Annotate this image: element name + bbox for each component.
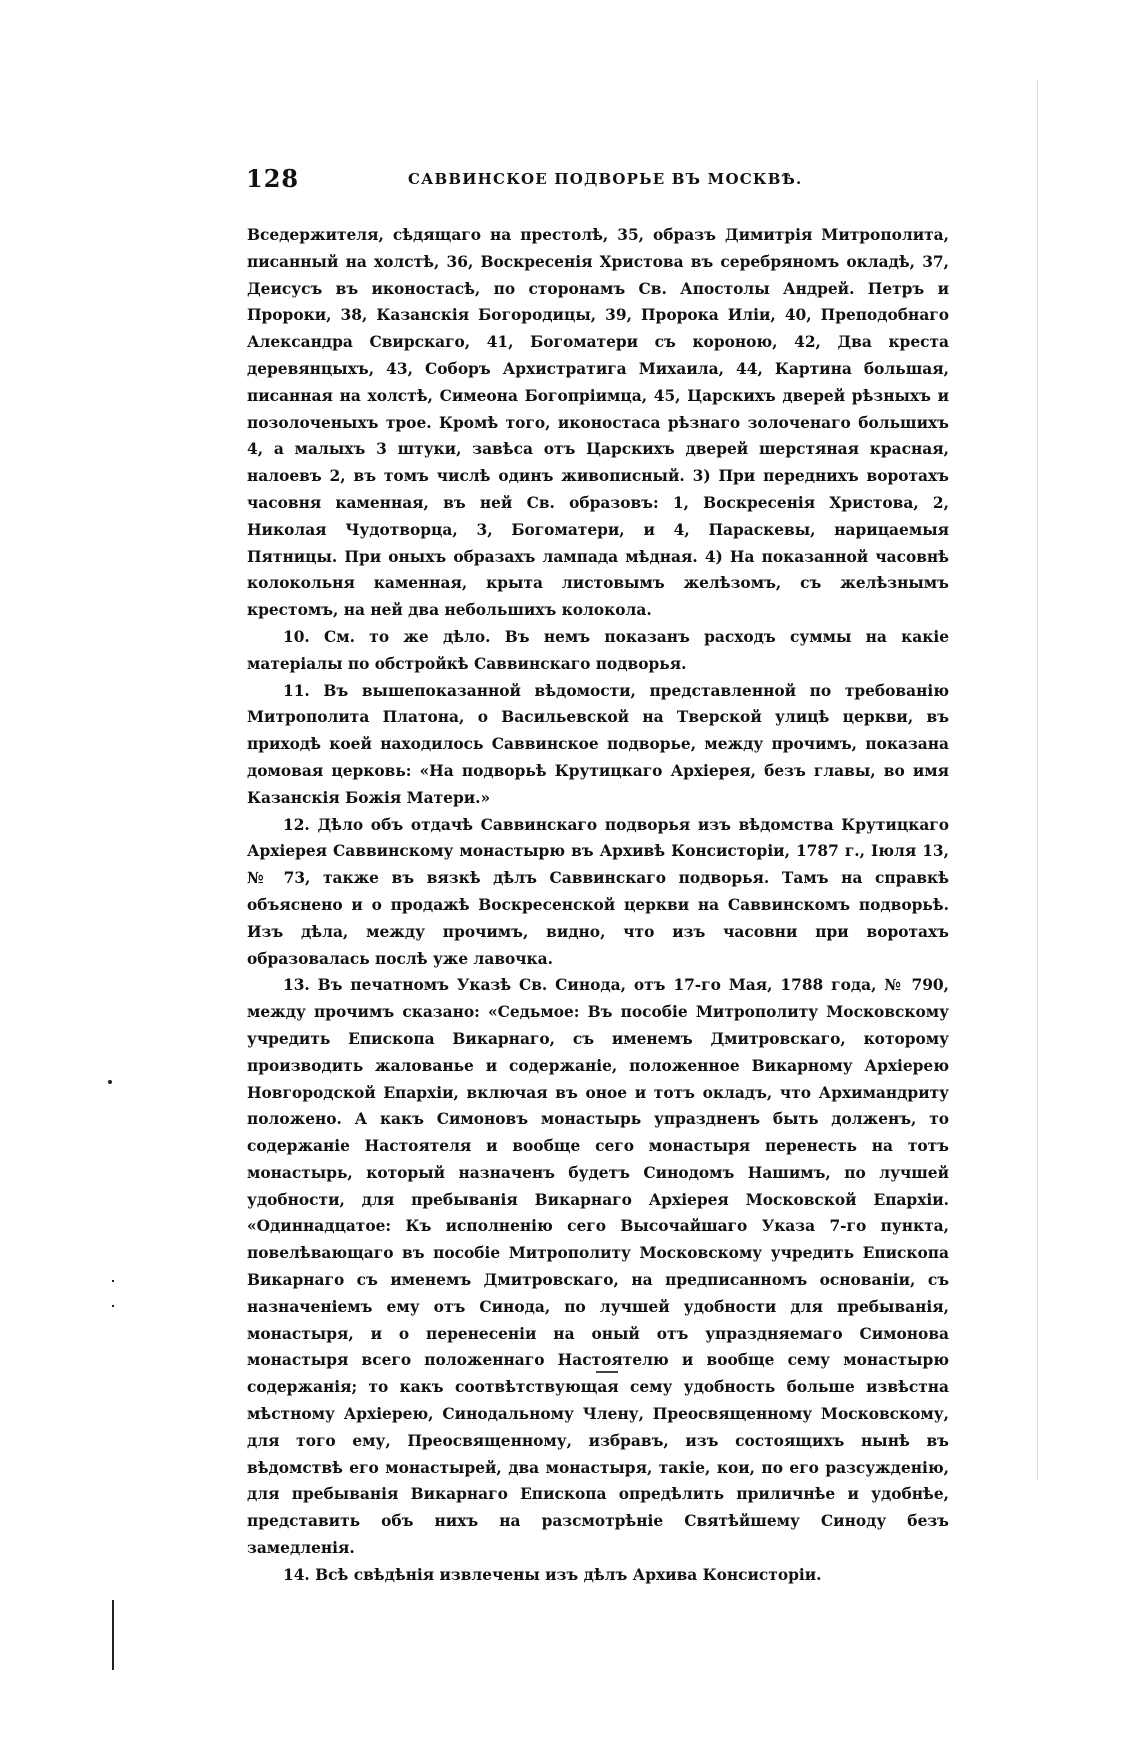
page-edge-line (1037, 80, 1038, 1480)
margin-marks (106, 1080, 116, 1680)
page-number: 128 (246, 164, 300, 193)
note-14: 14. Всѣ свѣдѣнія извлечены изъ дѣлъ Архива Консисторіи. (283, 1565, 822, 1584)
page-header (246, 164, 946, 194)
body-text (247, 222, 949, 1589)
note-11: 11. Въ вышепоказанной вѣдомости, представленной по требованію Митрополита Платона, о Васильевской на Тверской улицѣ церкви, въ приходѣ коей находилось Саввинское подворье, между прочимъ, показана домовая церковь: «На подворьѣ Крутицкаго Архіерея, безъ главы, во имя Казанскія Божія Матери.» (247, 681, 949, 807)
note-12: 12. Дѣло объ отдачѣ Саввинскаго подворья изъ вѣдомства Крутицкаго Архіерея Саввинскому монастырю въ Архивѣ Консисторіи, 1787 г., Іюля 13, № 73, также въ вязкѣ дѣлъ Саввинскаго подворья. Тамъ на справкѣ объяснено и о продажѣ Воскресенской церкви на Саввинскомъ подворьѣ. Изъ дѣла, между прочимъ, видно, что изъ часовни при воротахъ образовалась послѣ уже лавочка. (247, 815, 949, 968)
note-13: 13. Въ печатномъ Указѣ Св. Синода, отъ 17-го Мая, 1788 года, № 790, между прочимъ сказано: «Седьмое: Въ пособіе Митрополиту Московскому учредить Епископа Викарнаго, съ именемъ Дмитровскаго, которому производить жалованье и содержаніе, положенное Викарному Архіерею Новгородской Епархіи, включая въ оное и тотъ окладъ, что Архимандриту положено. А какъ Симоновъ монастырь упраздненъ быть долженъ, то содержаніе Настоятеля и вообще сего монастыря перенесть на тотъ монастырь, который назначенъ будетъ Синодомъ Нашимъ, по лучшей удобности, для пребыванія Викарнаго Архіерея Московской Епархіи. «Одиннадцатое: Къ исполненію сего Высочайшаго Указа 7-го пункта, повелѣвающаго въ пособіе Митрополиту Московскому учредить Епископа Викарнаго съ именемъ Дмитровскаго, на предписанномъ основаніи, съ назначеніемъ ему отъ Синода, по лучшей удобности для пребыванія, монастыря, и о перенесеніи на оный отъ упраздняемаго Симонова монастыря всего положеннаго Настоятелю и вообще сему монастырю содержанія; то какъ соотвѣтствующая сему удобность больше извѣстна мѣстному Архіерею, Синодальному Члену, Преосвященному Московскому, для того ему, Преосвященному, избравъ, изъ состоящихъ нынѣ въ вѣдомствѣ его монастырей, два монастыря, такіе, кои, по его разсужденію, для пребыванія Викарнаго Епископа опредѣлить приличнѣе и удобнѣе, представить объ нихъ на разсмотрѣніе Святѣйшему Синоду безъ замедленія. (247, 976, 949, 1558)
running-title: САВВИНСКОЕ ПОДВОРЬЕ ВЪ МОСКВѢ. (408, 170, 803, 188)
end-mark (596, 1371, 618, 1373)
paragraph-continued: Вседержителя, сѣдящаго на престолѣ, 35, образъ Димитрія Митрополита, писанный на холстѣ, 36, Воскресенія Христова въ серебряномъ окладѣ, 37, Деисусъ въ иконостасѣ, по сторонамъ Св. Апостолы Андрей. Петръ и Пророки, 38, Казанскія Богородицы, 39, Пророка Иліи, 40, Преподобнаго Александра Свирскаго, 41, Богоматери съ короною, 42, Два креста деревянцыхъ, 43, Соборъ Архистратига Михаила, 44, Картина большая, писанная на холстѣ, Симеона Богопріимца, 45, Царскихъ дверей рѣзныхъ и позолоченыхъ трое. Кромѣ того, иконостаса рѣзнаго золоченаго большихъ 4, а малыхъ 3 штуки, завѣса отъ Царскихъ дверей шерстяная красная, налоевъ 2, въ томъ числѣ одинъ живописный. 3) При переднихъ воротахъ часовня каменная, въ ней Св. образовъ: 1, Воскресенія Христова, 2, Николая Чудотворца, 3, Богоматери, и 4, Параскевы, нарицаемыя Пятницы. При оныхъ образахъ лампада мѣдная. 4) На показанной часовнѣ колокольня каменная, крыта листовымъ желѣзомъ, съ желѣзнымъ крестомъ, на ней два небольшихъ колокола. (247, 226, 949, 620)
note-10: 10. См. то же дѣло. Въ немъ показанъ расходъ суммы на какіе матеріалы по обстройкѣ Саввинскаго подворья. (247, 627, 949, 673)
